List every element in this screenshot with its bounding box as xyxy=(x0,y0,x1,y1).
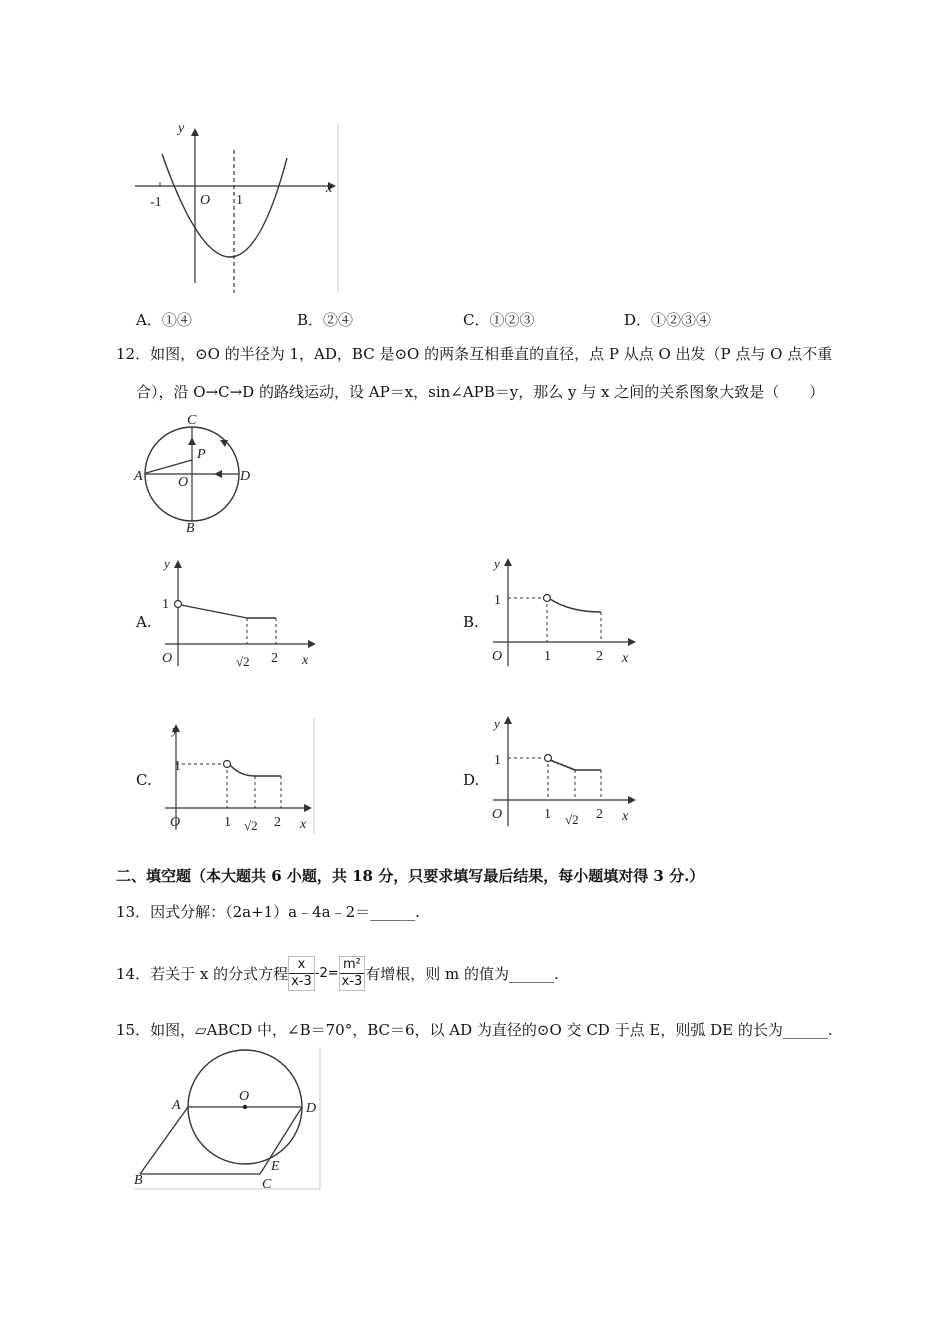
graph-y-label: y xyxy=(494,556,500,571)
q15-label-b: B xyxy=(134,1173,143,1188)
graph-one-x-label: 1 xyxy=(224,815,231,830)
q12-option-c-letter[interactable]: C. xyxy=(136,771,152,789)
graph-sqrt2-label: √2 xyxy=(244,818,258,833)
graph-origin-label: O xyxy=(492,807,503,822)
graph-x-label: x xyxy=(622,651,629,666)
q11-parabola-figure xyxy=(130,118,342,298)
q12-label-d: D xyxy=(240,469,251,484)
graph-two-label: 2 xyxy=(596,807,603,822)
fraction-denominator: x-3 xyxy=(341,974,363,989)
graph-one-x-label: 1 xyxy=(544,649,551,664)
q12-circle-figure xyxy=(132,410,256,534)
graph-y-label: y xyxy=(164,556,170,571)
q11-neg1-label: -1 xyxy=(150,195,162,210)
graph-one-label: 1 xyxy=(494,593,501,608)
q12-question-line2: 合），沿 O→C→D 的路线运动，设 AP＝x，sin∠APB＝y，那么 y 与 x 之间的关系图象大致是（ ） xyxy=(136,383,825,401)
option-text: ①②③ xyxy=(489,311,535,329)
option-letter: D． xyxy=(624,311,652,329)
graph-y-label: y xyxy=(172,722,178,737)
graph-sqrt2-label: √2 xyxy=(565,812,579,827)
option-text: ①②③④ xyxy=(651,311,712,329)
q12-label-p: P xyxy=(197,447,206,462)
graph-two-label: 2 xyxy=(271,651,278,666)
q11-y-label: y xyxy=(178,121,185,136)
q12-option-a-graph[interactable] xyxy=(160,556,315,674)
option-letter: B． xyxy=(297,311,324,329)
fraction-denominator: x-3 xyxy=(291,974,312,989)
q14-fraction-1 xyxy=(288,956,315,991)
graph-y-label: y xyxy=(494,716,500,731)
graph-origin-label: O xyxy=(162,651,173,666)
q15-label-o: O xyxy=(239,1089,250,1104)
q14-suffix: 有增根，则 m 的值为______. xyxy=(365,964,559,983)
q11-option-b[interactable] xyxy=(297,310,353,330)
q15-question: 15．如图，▱ABCD 中，∠B＝70°，BC＝6，以 AD 为直径的⊙O 交 CD 于点 E，则弧 DE 的长为______. xyxy=(116,1021,833,1039)
graph-one-label: 1 xyxy=(494,753,501,768)
graph-one-label: 1 xyxy=(174,759,181,774)
graph-origin-label: O xyxy=(492,649,503,664)
q12-option-b-graph[interactable] xyxy=(488,554,638,672)
q11-one-label: 1 xyxy=(236,193,243,208)
graph-origin-label: O xyxy=(170,815,181,830)
q14-fraction-2 xyxy=(339,956,366,991)
q12-option-d-letter[interactable]: D. xyxy=(463,771,480,789)
option-text: ②④ xyxy=(323,311,354,329)
graph-x-label: x xyxy=(300,817,307,832)
q12-option-c-graph[interactable] xyxy=(160,714,318,838)
q12-label-b: B xyxy=(186,521,195,534)
q11-option-d[interactable] xyxy=(624,310,711,330)
fraction-numerator: m² xyxy=(340,957,365,974)
graph-one-label: 1 xyxy=(162,597,169,612)
q15-label-e: E xyxy=(271,1159,280,1174)
section-heading: 二、填空题（本大题共 6 小题，共 18 分，只要求填写最后结果，每小题填对得 3 分.） xyxy=(116,867,705,885)
q15-parallelogram-circle-figure xyxy=(130,1046,324,1192)
q12-label-a: A xyxy=(134,469,143,484)
q11-option-a[interactable] xyxy=(136,310,192,330)
graph-two-label: 2 xyxy=(596,649,603,664)
q15-label-a: A xyxy=(172,1098,181,1113)
graph-one-x-label: 1 xyxy=(544,807,551,822)
option-letter: C． xyxy=(463,311,490,329)
q11-option-c[interactable] xyxy=(463,310,535,330)
option-letter: A． xyxy=(136,311,162,329)
q11-x-label: x xyxy=(326,181,333,196)
q14-middle: -2= xyxy=(314,965,339,981)
q11-origin-label: O xyxy=(200,193,211,208)
q12-label-o: O xyxy=(178,475,189,490)
graph-two-label: 2 xyxy=(274,815,281,830)
option-text: ①④ xyxy=(161,311,192,329)
q12-option-a-letter[interactable]: A. xyxy=(136,613,152,631)
q12-label-c: C xyxy=(187,413,197,428)
graph-sqrt2-label: √2 xyxy=(236,654,250,669)
q15-label-d: D xyxy=(306,1101,317,1116)
q12-option-d-graph[interactable] xyxy=(488,712,638,834)
q15-label-c: C xyxy=(262,1177,272,1192)
q14-question xyxy=(116,956,559,991)
graph-x-label: x xyxy=(302,653,309,668)
fraction-numerator: x xyxy=(289,957,314,974)
q12-option-b-letter[interactable]: B. xyxy=(463,613,479,631)
q12-question-line1: 12．如图，⊙O 的半径为 1，AD，BC 是⊙O 的两条互相垂直的直径，点 P 从点 O 出发（P 点与 O 点不重 xyxy=(116,345,833,363)
q13-question: 13．因式分解：（2a+1）a﹣4a﹣2＝______. xyxy=(116,903,420,921)
q14-prefix: 14．若关于 x 的分式方程 xyxy=(116,964,289,983)
graph-x-label: x xyxy=(622,809,629,824)
